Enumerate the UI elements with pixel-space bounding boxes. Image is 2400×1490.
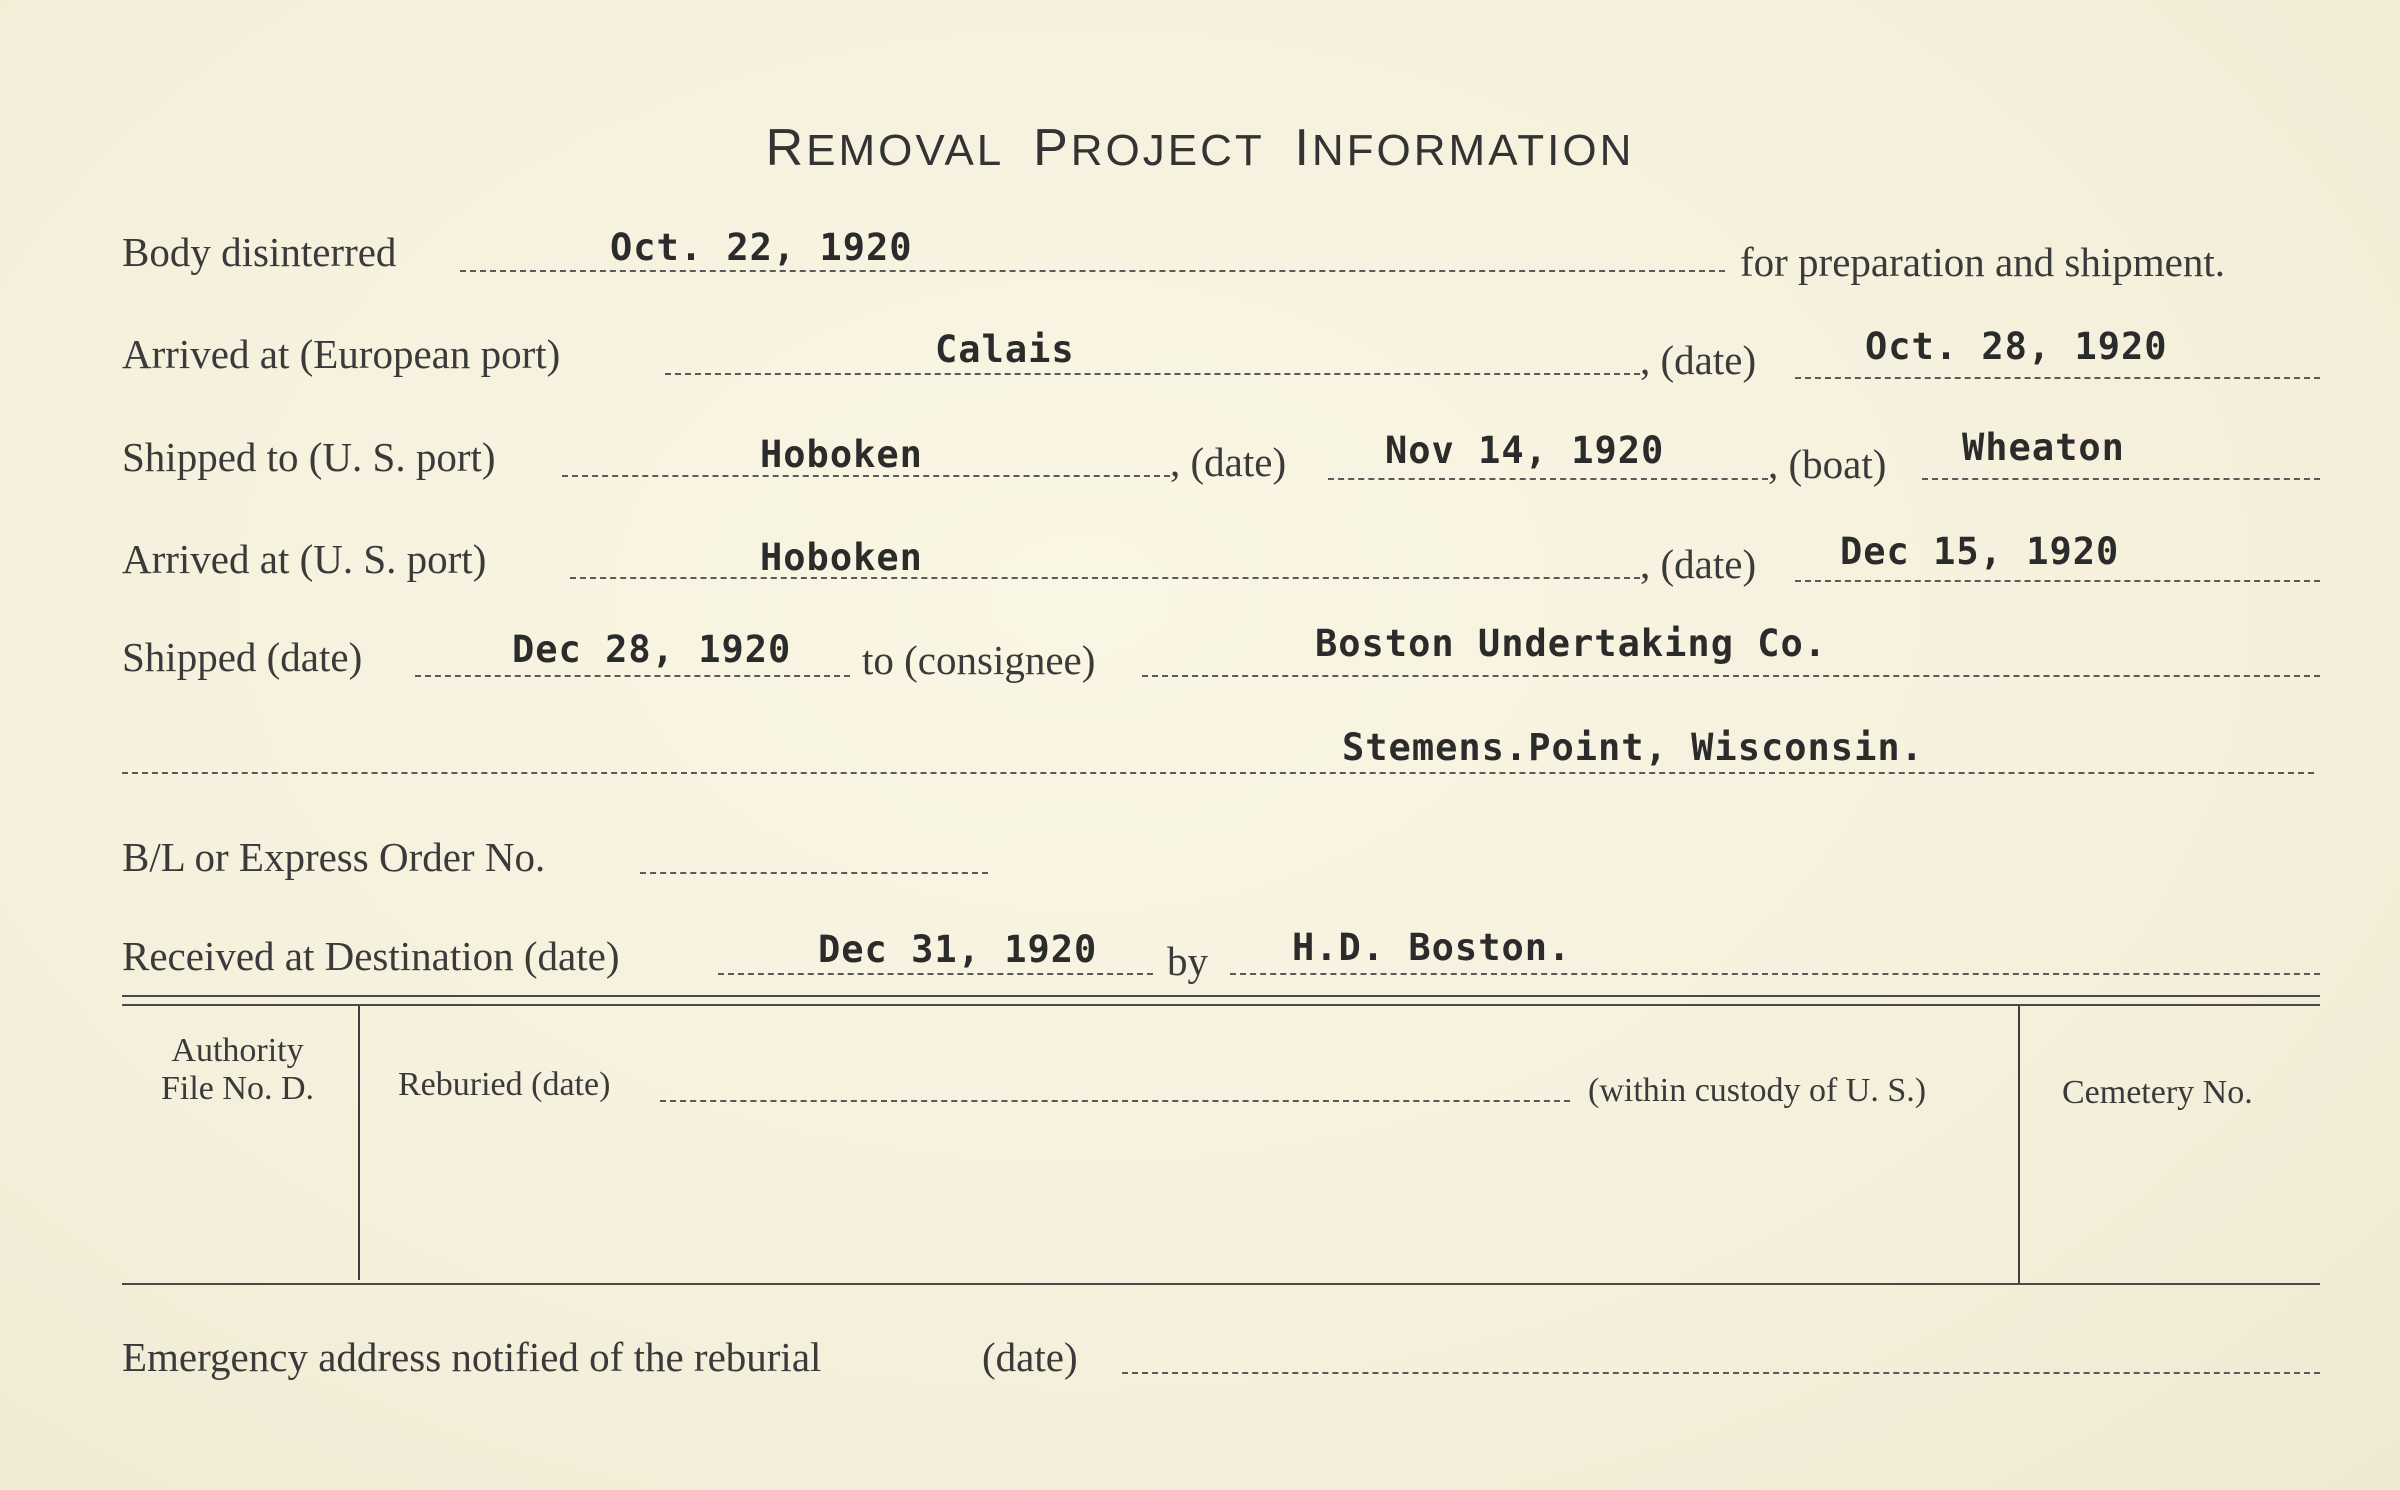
title-initial: R	[765, 119, 807, 177]
received-by-value: H.D. Boston.	[1292, 926, 1572, 969]
arrived-us-date-label: , (date)	[1640, 541, 1757, 587]
address-value: Stemens.Point, Wisconsin.	[1342, 726, 1924, 769]
boat-label: , (boat)	[1768, 441, 1887, 487]
consignee-label: to (consignee)	[862, 637, 1096, 683]
card-title	[0, 118, 2400, 178]
authority-line1: Authority	[171, 1032, 304, 1069]
emergency-line	[1122, 1372, 2320, 1374]
consignee-value: Boston Undertaking Co.	[1315, 622, 1828, 665]
emergency-date-label: (date)	[982, 1334, 1078, 1380]
arrived-us-value: Hoboken	[760, 536, 923, 579]
boat-line	[1922, 478, 2320, 480]
shipped-date-line	[415, 675, 850, 677]
title-word: EMOVAL	[806, 126, 1003, 175]
disinterred-suffix: for preparation and shipment.	[1740, 239, 2226, 285]
european-port-label: Arrived at (European port)	[122, 331, 561, 377]
disinterred-value: Oct. 22, 1920	[610, 226, 913, 269]
cemetery-label: Cemetery No.	[2062, 1074, 2253, 1111]
double-rule-top	[122, 995, 2320, 997]
european-port-value: Calais	[935, 328, 1075, 371]
european-date-label: , (date)	[1640, 337, 1757, 383]
reburied-label: Reburied (date)	[398, 1066, 611, 1103]
shipped-us-label: Shipped to (U. S. port)	[122, 434, 496, 480]
custody-label: (within custody of U. S.)	[1588, 1072, 1927, 1109]
shipped-us-date-value: Nov 14, 1920	[1385, 429, 1665, 472]
disinterred-label: Body disinterred	[122, 229, 397, 275]
arrived-us-label: Arrived at (U. S. port)	[122, 536, 487, 582]
shipped-date-value: Dec 28, 1920	[512, 628, 792, 671]
received-by-label: by	[1167, 938, 1208, 984]
received-date-value: Dec 31, 1920	[818, 928, 1098, 971]
arrived-us-line	[570, 577, 1640, 579]
authority-file-label	[130, 1032, 345, 1108]
received-label: Received at Destination (date)	[122, 933, 620, 979]
bl-order-label: B/L or Express Order No.	[122, 834, 546, 880]
shipped-date-label: Shipped (date)	[122, 634, 363, 680]
received-date-line	[718, 973, 1153, 975]
arrived-us-date-line	[1795, 580, 2320, 582]
title-word: ROJECT	[1070, 126, 1264, 175]
double-rule-bottom	[122, 1004, 2320, 1006]
received-by-line	[1230, 973, 2320, 975]
reburied-line	[660, 1100, 1570, 1102]
emergency-label: Emergency address notified of the reburial	[122, 1334, 822, 1380]
authority-line2: File No. D.	[161, 1070, 314, 1107]
box-divider-left	[358, 1006, 360, 1280]
title-initial: I	[1294, 119, 1312, 177]
title-word: NFORMATION	[1311, 126, 1635, 175]
disinterred-line	[460, 270, 1725, 272]
shipped-us-date-line	[1328, 478, 1768, 480]
shipped-us-value: Hoboken	[760, 433, 923, 476]
european-date-line	[1795, 377, 2320, 379]
arrived-us-date-value: Dec 15, 1920	[1840, 530, 2120, 573]
box-bottom-rule	[122, 1283, 2320, 1285]
shipped-us-date-label: , (date)	[1170, 439, 1287, 485]
european-port-line	[665, 373, 1640, 375]
bl-order-line	[640, 872, 988, 874]
box-divider-right	[2018, 1006, 2020, 1284]
title-initial: P	[1033, 119, 1071, 177]
european-date-value: Oct. 28, 1920	[1865, 325, 2168, 368]
boat-value: Wheaton	[1962, 426, 2125, 469]
consignee-line	[1142, 675, 2320, 677]
address-line	[122, 772, 2314, 774]
